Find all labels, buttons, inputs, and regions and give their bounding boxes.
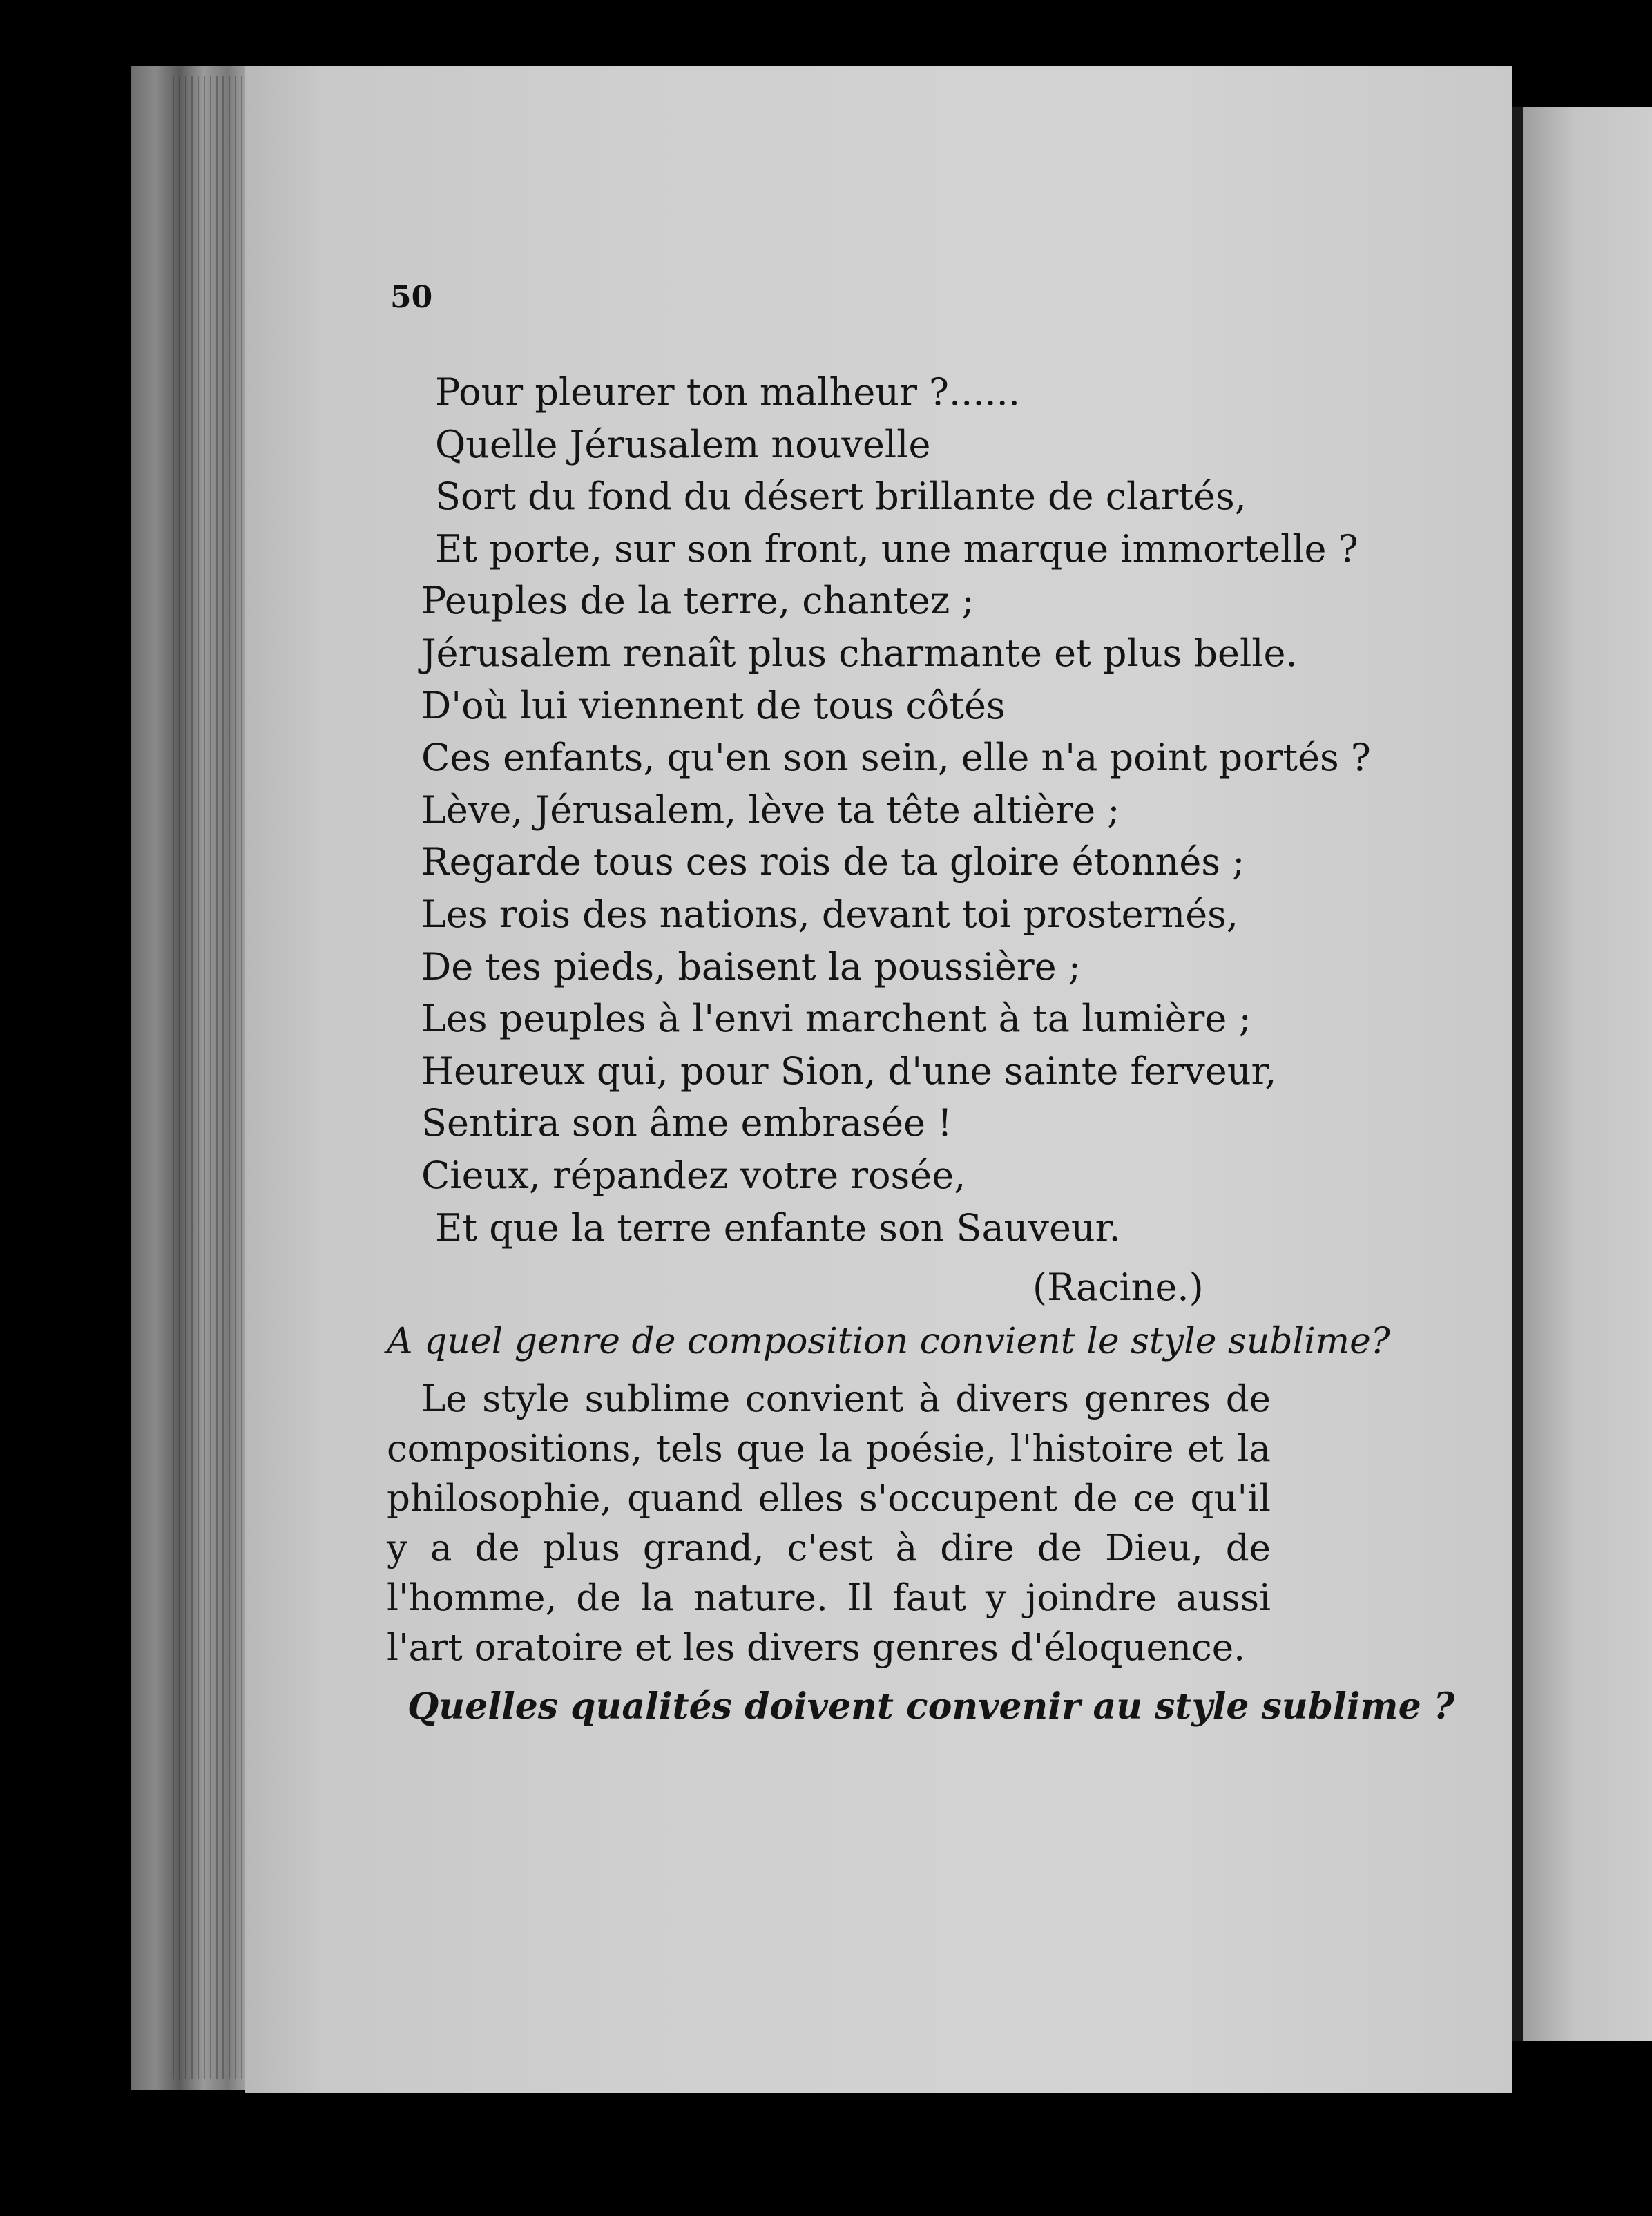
poem-line: Ces enfants, qu'en son sein, elle n'a point portés ?: [421, 736, 1371, 780]
poem-line: Pour pleurer ton malheur ?......: [435, 370, 1020, 414]
poem-line: De tes pieds, baisent la poussière ;: [421, 944, 1081, 988]
poem-line: Et que la terre enfante son Sauveur.: [435, 1205, 1121, 1250]
poem-line: Cieux, répandez votre rosée,: [421, 1153, 966, 1197]
poem-line: Peuples de la terre, chantez ;: [421, 579, 974, 623]
poem-line: D'où lui viennent de tous côtés: [421, 683, 1006, 727]
poem-line: Les rois des nations, devant toi prosternés,: [421, 892, 1239, 936]
page-edges: [173, 76, 249, 2079]
question-heading: A quel genre de composition convient le style sublime?: [387, 1321, 1390, 1362]
poem-line: Lève, Jérusalem, lève ta tête altière ;: [421, 787, 1120, 832]
poem-line: Regarde tous ces rois de ta gloire étonnés ;: [421, 840, 1245, 884]
poem-line: Heureux qui, pour Sion, d'une sainte ferveur,: [421, 1049, 1277, 1093]
question-heading: Quelles qualités doivent convenir au style sublime ?: [407, 1685, 1455, 1728]
poem-line: Et porte, sur son front, une marque immortelle ?: [435, 526, 1358, 571]
poem-line: Les peuples à l'envi marchent à ta lumière ;: [421, 997, 1251, 1041]
facing-page-edge: [1523, 107, 1652, 2041]
poem-line: Quelle Jérusalem nouvelle: [435, 422, 931, 466]
page-number: 50: [390, 280, 433, 315]
answer-paragraph: Le style sublime convient à divers genres de compositions, tels que la poésie, l'histoire et la philosophie, quand elles s'occupent de ce qu'il y a de plus grand, c'est à dire de Dieu, de l'homme, de la nature. Il faut y joindre aussi l'art oratoire et les divers genres d'éloquence.: [387, 1378, 1271, 1669]
poem-stanza: [387, 366, 1423, 1254]
poem-line: Sentira son âme embrasée !: [421, 1101, 952, 1145]
poem-line: Jérusalem renaît plus charmante et plus belle.: [421, 631, 1298, 675]
poem-line: Sort du fond du désert brillante de clartés,: [435, 475, 1247, 519]
poem-attribution: (Racine.): [1032, 1265, 1204, 1309]
